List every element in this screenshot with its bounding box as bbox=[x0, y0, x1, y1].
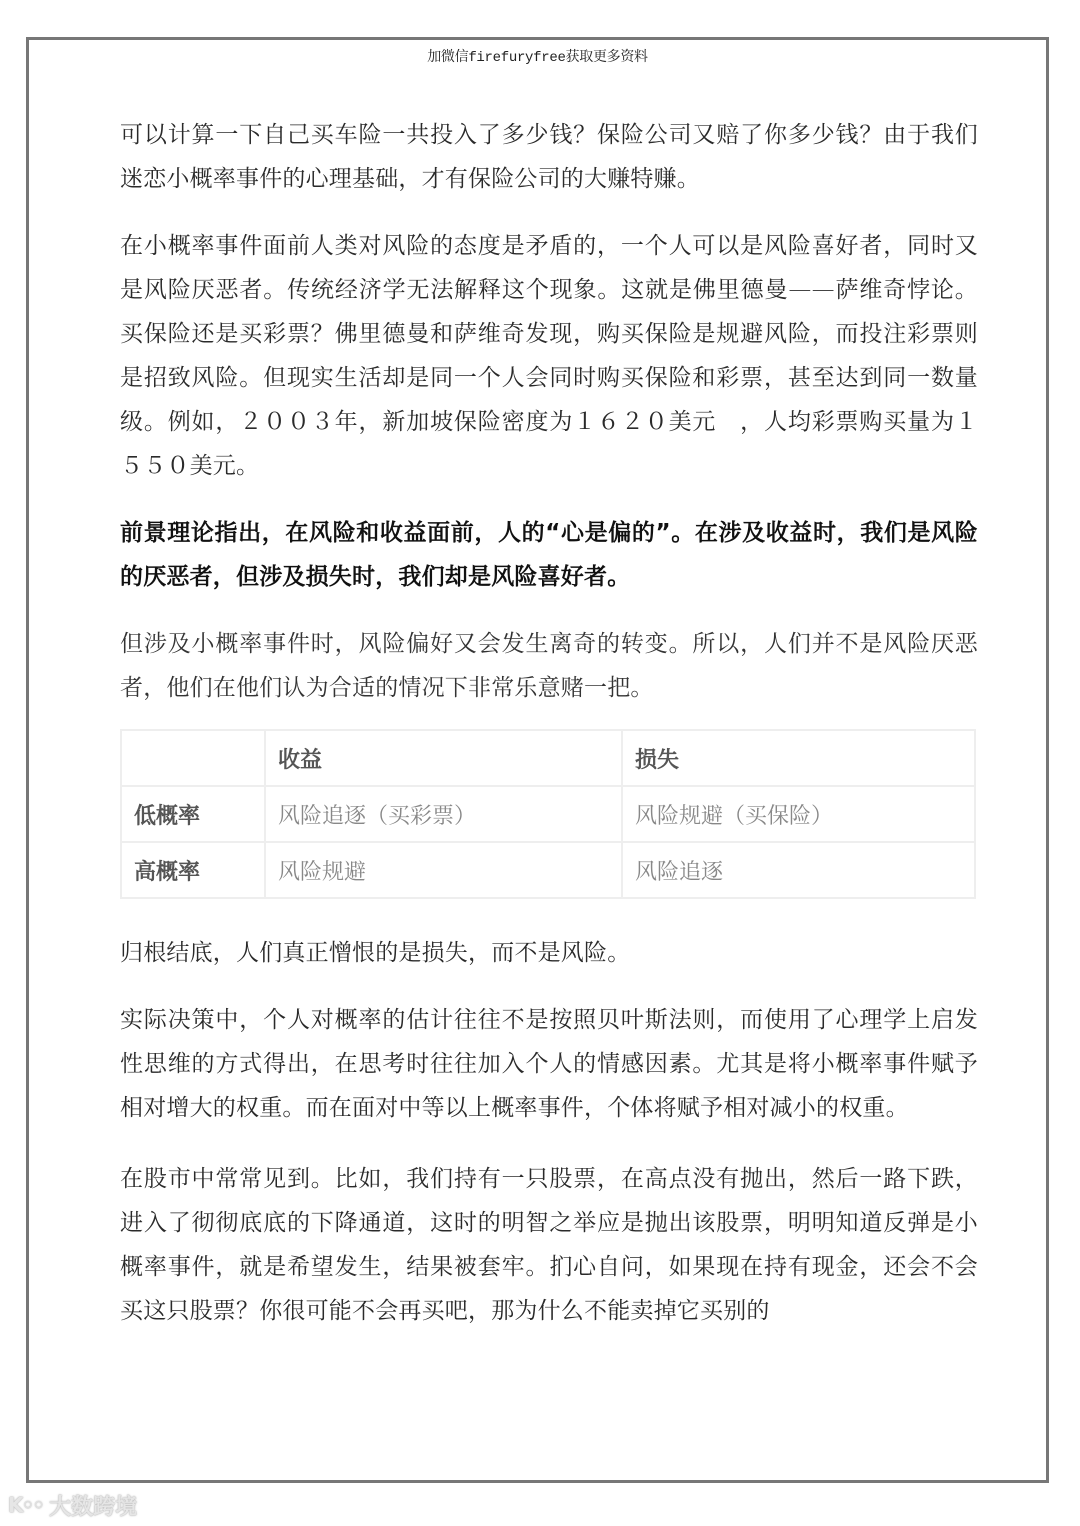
paragraph-bayes: 实际决策中，个人对概率的估计往往不是按照贝叶斯法则，而使用了心理学上启发性思维的方式得出，在思考时往往加入个人的情感因素。尤其是将小概率事件赋予相对增大的权重。而在面对中等以上概率事件，个体将赋予相对减小的权重。 bbox=[120, 1007, 978, 1121]
table-row bbox=[121, 842, 975, 898]
paragraph-friedman-savage: 在小概率事件面前人类对风险的态度是矛盾的，一个人可以是风险喜好者，同时又是风险厌恶者。传统经济学无法解释这个现象。这就是佛里德曼——萨维奇悖论。买保险还是买彩票？佛里德曼和萨维奇发现，购买保险是规避风险，而投注彩票则是招致风险。但现实生活却是同一个人会同时购买保险和彩票，甚至达到同一数量级。例如，２００３年，新加坡保险密度为１６２０美元 ，人均彩票购买量为１５５０美元。 bbox=[120, 233, 978, 479]
header-note: 加微信firefuryfree获取更多资料 bbox=[427, 50, 648, 66]
column-header-gain: 收益 bbox=[265, 730, 622, 786]
paragraph-prospect-theory: 前景理论指出，在风险和收益面前，人的“心是偏的”。在涉及收益时，我们是风险的厌恶者，但涉及损失时，我们却是风险喜好者。 bbox=[120, 520, 978, 590]
row-header-high-probability: 高概率 bbox=[121, 842, 265, 898]
watermark-text: 大数跨境 bbox=[49, 1494, 138, 1520]
risk-attitude-table bbox=[120, 729, 976, 899]
table-corner-cell bbox=[121, 730, 265, 786]
watermark-logo-icon: K◦◦ bbox=[8, 1493, 44, 1517]
paragraph-car-insurance: 可以计算一下自己买车险一共投入了多少钱？保险公司又赔了你多少钱？由于我们迷恋小概率事件的心理基础，才有保险公司的大赚特赚。 bbox=[120, 122, 978, 192]
page-frame bbox=[26, 37, 1049, 1483]
table-cell: 风险规避（买保险） bbox=[622, 786, 975, 842]
table-cell: 风险规避 bbox=[265, 842, 622, 898]
table-header-row bbox=[121, 730, 975, 786]
paragraph-stock-market: 在股市中常常见到。比如，我们持有一只股票，在高点没有抛出，然后一路下跌，进入了彻彻底底的下降通道，这时的明智之举应是抛出该股票，明明知道反弹是小概率事件，就是希望发生，结果被套牢。扪心自问，如果现在持有现金，还会不会买这只股票？你很可能不会再买吧，那为什么不能卖掉它买别的 bbox=[120, 1166, 978, 1324]
paragraph-small-probability: 但涉及小概率事件时，风险偏好又会发生离奇的转变。所以，人们并不是风险厌恶者，他们在他们认为合适的情况下非常乐意赌一把。 bbox=[120, 631, 978, 701]
row-header-low-probability: 低概率 bbox=[121, 786, 265, 842]
article-body bbox=[120, 113, 978, 1333]
watermark bbox=[8, 1490, 137, 1520]
paragraph-hate-loss: 归根结底，人们真正憎恨的是损失，而不是风险。 bbox=[120, 940, 631, 966]
table-row bbox=[121, 786, 975, 842]
table-cell: 风险追逐（买彩票） bbox=[265, 786, 622, 842]
table-cell: 风险追逐 bbox=[622, 842, 975, 898]
column-header-loss: 损失 bbox=[622, 730, 975, 786]
